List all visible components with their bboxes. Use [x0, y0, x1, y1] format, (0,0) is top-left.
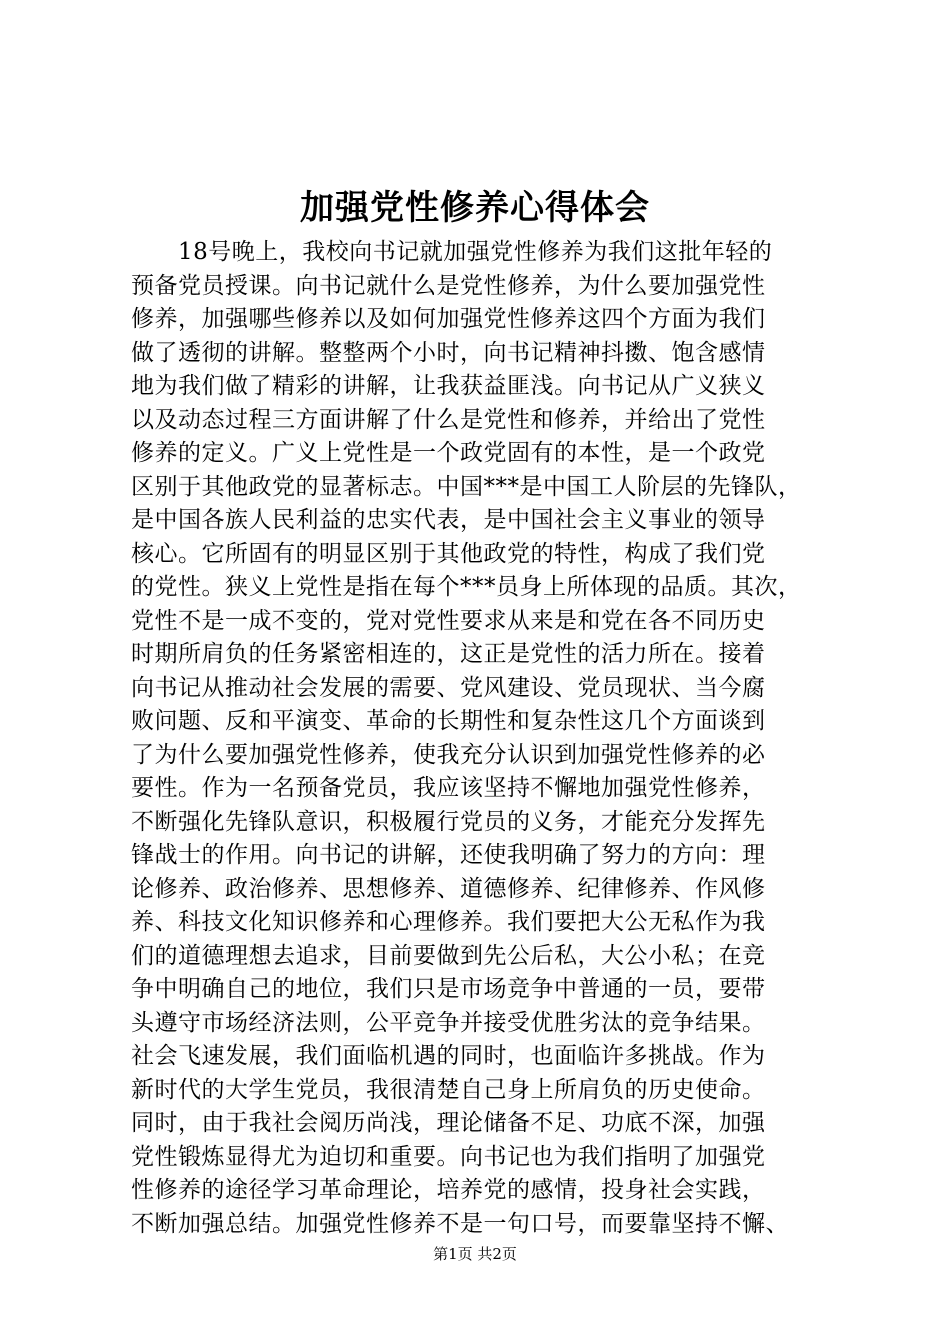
body-text-line: 养、科技文化知识修养和心理修养。我们要把大公无私作为我: [131, 909, 766, 935]
body-text-line: 向书记从推动社会发展的需要、党风建设、党员现状、当今腐: [131, 674, 766, 701]
body-text-line: 新时代的大学生党员，我很清楚自己身上所肩负的历史使命。: [131, 1076, 766, 1103]
page-footer: 第1页 共2页: [433, 1245, 517, 1263]
body-text-line: 核心。它所固有的明显区别于其他政党的特性，构成了我们党: [131, 540, 766, 567]
body-text-line: 性修养的途径学习革命理论，培养党的感情，投身社会实践，: [131, 1177, 766, 1203]
body-text-line: 做了透彻的讲解。整整两个小时，向书记精神抖擞、饱含感情: [131, 339, 766, 366]
body-text-line: 了为什么要加强党性修养，使我充分认识到加强党性修养的必: [131, 741, 766, 768]
document-title: 加强党性修养心得体会: [300, 188, 650, 228]
body-text-line: 地为我们做了精彩的讲解，让我获益匪浅。向书记从广义狭义: [131, 373, 766, 399]
body-text-line: 要性。作为一名预备党员，我应该坚持不懈地加强党性修养，: [131, 775, 766, 801]
body-text-line: 时期所肩负的任务紧密相连的，这正是党性的活力所在。接着: [131, 641, 766, 667]
body-text-line: 论修养、政治修养、思想修养、道德修养、纪律修养、作风修: [131, 875, 766, 902]
body-text-line: 修养，加强哪些修养以及如何加强党性修养这四个方面为我们: [131, 306, 766, 332]
body-text-line: 以及动态过程三方面讲解了什么是党性和修养，并给出了党性: [131, 406, 766, 433]
body-text-line: 不断加强总结。加强党性修养不是一句口号，而要靠坚持不懈、: [131, 1210, 789, 1237]
body-text-line: 党性不是一成不变的，党对党性要求从来是和党在各不同历史: [131, 607, 766, 634]
body-text-line: 党性锻炼显得尤为迫切和重要。向书记也为我们指明了加强党: [131, 1143, 766, 1170]
body-text-line: 社会飞速发展，我们面临机遇的同时，也面临许多挑战。作为: [131, 1043, 766, 1069]
body-text-line: 的党性。狭义上党性是指在每个***员身上所体现的品质。其次，: [131, 574, 802, 600]
body-text-line: 争中明确自己的地位，我们只是市场竞争中普通的一员，要带: [131, 976, 766, 1002]
document-body: [131, 236, 831, 1241]
body-text-line: 修养的定义。广义上党性是一个政党固有的本性，是一个政党: [131, 440, 766, 466]
body-text-line: 头遵守市场经济法则，公平竞争并接受优胜劣汰的竞争结果。: [131, 1009, 766, 1036]
body-text-line: 不断强化先锋队意识，积极履行党员的义务，才能充分发挥先: [131, 808, 766, 835]
body-text-line: 们的道德理想去追求，目前要做到先公后私，大公小私；在竞: [131, 942, 766, 969]
body-text-line: 同时，由于我社会阅历尚浅，理论储备不足、功底不深，加强: [131, 1110, 766, 1136]
body-text-line: 锋战士的作用。向书记的讲解，还使我明确了努力的方向：理: [131, 842, 766, 868]
body-text-line: 18号晚上，我校向书记就加强党性修养为我们这批年轻的: [131, 239, 773, 265]
body-text-line: 是中国各族人民利益的忠实代表，是中国社会主义事业的领导: [131, 507, 766, 533]
body-text-line: 区别于其他政党的显著标志。中国***是中国工人阶层的先锋队，: [131, 473, 802, 500]
body-text-line: 预备党员授课。向书记就什么是党性修养，为什么要加强党性: [131, 272, 766, 299]
body-text-line: 败问题、反和平演变、革命的长期性和复杂性这几个方面谈到: [131, 708, 766, 734]
